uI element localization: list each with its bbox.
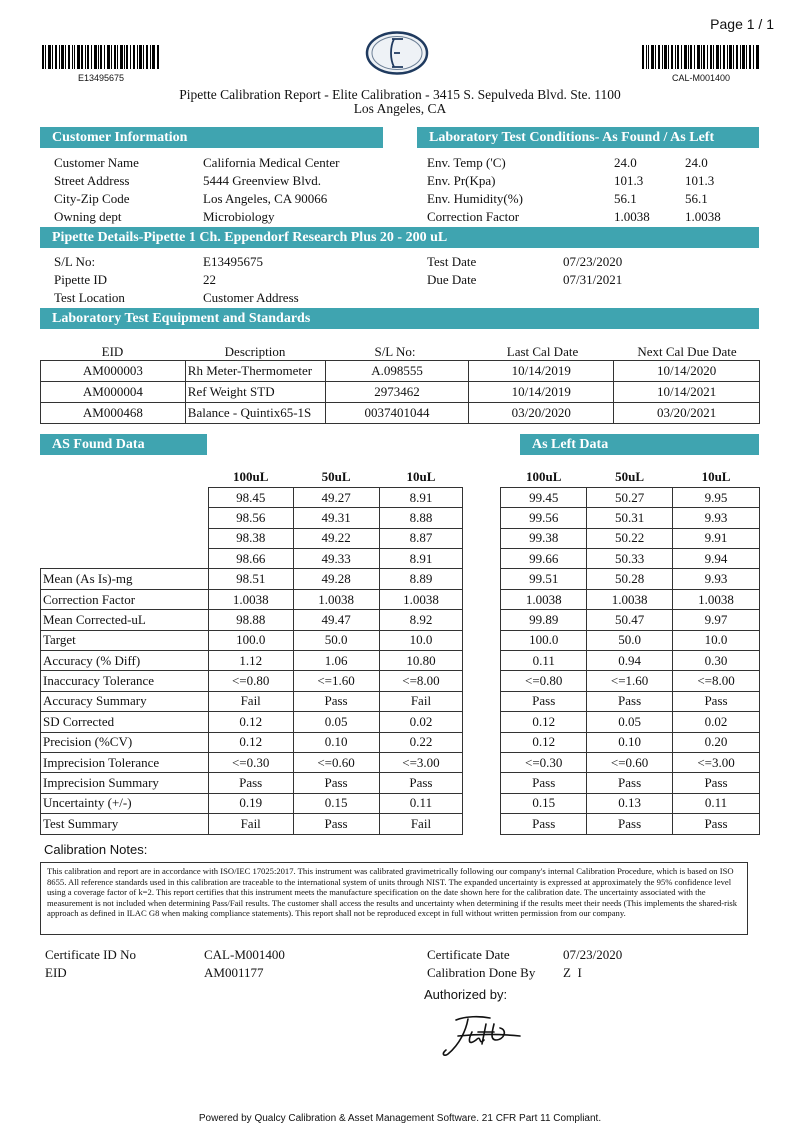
barcode-left xyxy=(42,45,160,83)
table-row xyxy=(41,403,760,424)
as-left-value: 1.0038 xyxy=(673,589,760,609)
cert-id-label: Certificate ID No xyxy=(45,947,136,962)
as-left-value: Pass xyxy=(673,691,760,711)
summary-row xyxy=(41,671,760,691)
as-left-value: <=0.60 xyxy=(587,752,673,772)
table-row xyxy=(41,382,760,403)
as-left-value: 99.51 xyxy=(501,569,587,589)
test-location-label: Test Location xyxy=(54,290,125,305)
as-left-reading: 99.66 xyxy=(501,549,587,569)
equipment-band xyxy=(40,308,759,329)
reading-row xyxy=(41,508,760,528)
as-left-reading: 9.94 xyxy=(673,549,760,569)
gap-cell xyxy=(463,814,501,834)
lab-conditions-band xyxy=(417,127,759,148)
as-found-reading: 8.91 xyxy=(379,487,463,507)
as-left-value: 0.11 xyxy=(501,651,587,671)
as-found-value: Pass xyxy=(379,773,463,793)
due-date-value: 07/31/2021 xyxy=(563,272,623,287)
as-left-title: As Left Data xyxy=(532,436,609,452)
summary-row-label: Mean (As Is)-mg xyxy=(41,569,209,589)
barcode-left-text: E13495675 xyxy=(77,73,125,83)
as-found-value: 0.19 xyxy=(208,793,293,813)
as-left-value: <=0.80 xyxy=(501,671,587,691)
table-row xyxy=(41,361,760,382)
as-found-title: AS Found Data xyxy=(52,436,145,452)
as-found-value: 0.05 xyxy=(293,712,379,732)
summary-row xyxy=(41,691,760,711)
gap-cell xyxy=(463,528,501,548)
eid-value: AM001177 xyxy=(204,965,264,980)
as-left-value: Pass xyxy=(501,691,587,711)
as-found-value: <=1.60 xyxy=(293,671,379,691)
equip-next-cal: 10/14/2020 xyxy=(614,361,760,382)
gap-cell xyxy=(463,630,501,650)
as-found-value: Pass xyxy=(293,814,379,834)
as-found-reading: 49.31 xyxy=(293,508,379,528)
summary-row xyxy=(41,712,760,732)
test-location-value: Customer Address xyxy=(203,290,299,305)
as-found-value: 100.0 xyxy=(208,630,293,650)
summary-row xyxy=(41,610,760,630)
serial-no-value: E13495675 xyxy=(203,254,263,269)
env-pressure-left: 101.3 xyxy=(685,173,715,188)
customer-name-value: California Medical Center xyxy=(203,155,340,170)
gap-cell xyxy=(463,487,501,507)
as-left-value: 0.20 xyxy=(673,732,760,752)
blank-cell xyxy=(41,508,209,528)
summary-row xyxy=(41,630,760,650)
gap-cell xyxy=(463,752,501,772)
equip-description: Ref Weight STD xyxy=(185,382,325,403)
as-left-value: <=8.00 xyxy=(673,671,760,691)
as-found-value: Fail xyxy=(208,691,293,711)
summary-row-label: Precision (%CV) xyxy=(41,732,209,752)
as-left-value: 0.12 xyxy=(501,732,587,752)
summary-row-label: SD Corrected xyxy=(41,712,209,732)
as-found-reading: 98.56 xyxy=(208,508,293,528)
as-found-value: 0.11 xyxy=(379,793,463,813)
customer-name-label: Customer Name xyxy=(54,155,139,170)
due-date-label: Due Date xyxy=(427,272,477,287)
as-found-value: 1.0038 xyxy=(208,589,293,609)
equip-serial: A.098555 xyxy=(325,361,469,382)
pipette-details-band xyxy=(40,227,759,248)
barcode-right-text: CAL-M001400 xyxy=(671,73,731,83)
summary-row xyxy=(41,569,760,589)
gap-cell xyxy=(463,732,501,752)
as-left-reading: 99.45 xyxy=(501,487,587,507)
as-found-value: 8.92 xyxy=(379,610,463,630)
summary-row xyxy=(41,793,760,813)
as-found-value: 50.0 xyxy=(293,630,379,650)
barcode-right xyxy=(642,45,760,83)
as-left-value: <=0.30 xyxy=(501,752,587,772)
as-left-value: 0.13 xyxy=(587,793,673,813)
cert-date-value: 07/23/2020 xyxy=(563,947,623,962)
as-left-value: 50.0 xyxy=(587,630,673,650)
summary-row xyxy=(41,651,760,671)
as-found-value: 49.28 xyxy=(293,569,379,589)
as-left-reading: 9.91 xyxy=(673,528,760,548)
as-left-value: 50.28 xyxy=(587,569,673,589)
equip-eid: AM000468 xyxy=(41,403,186,424)
gap-cell xyxy=(463,651,501,671)
gap-cell xyxy=(463,712,501,732)
as-found-value: 49.47 xyxy=(293,610,379,630)
as-found-col-header: 100uL xyxy=(232,468,269,484)
pipette-details-title: Pipette Details-Pipette 1 Ch. Eppendorf Research Plus 20 - 200 uL xyxy=(52,229,448,245)
as-left-value: 1.0038 xyxy=(501,589,587,609)
gap-cell xyxy=(463,773,501,793)
as-found-reading: 8.88 xyxy=(379,508,463,528)
as-found-value: <=3.00 xyxy=(379,752,463,772)
test-date-label: Test Date xyxy=(427,254,477,269)
as-left-value: Pass xyxy=(673,773,760,793)
gap-cell xyxy=(463,508,501,528)
as-left-value: 1.0038 xyxy=(587,589,673,609)
correction-factor-left: 1.0038 xyxy=(685,209,721,224)
gap-cell xyxy=(463,589,501,609)
summary-row xyxy=(41,814,760,834)
as-found-value: <=0.80 xyxy=(208,671,293,691)
as-found-value: Pass xyxy=(293,773,379,793)
as-left-col-header: 10uL xyxy=(701,468,731,484)
as-found-value: 8.89 xyxy=(379,569,463,589)
as-found-value: 0.22 xyxy=(379,732,463,752)
as-left-value: 0.15 xyxy=(501,793,587,813)
gap-cell xyxy=(463,610,501,630)
as-left-value: Pass xyxy=(501,814,587,834)
as-found-value: 0.15 xyxy=(293,793,379,813)
equip-last-cal: 10/14/2019 xyxy=(469,361,614,382)
report-title-line2: Los Angeles, CA xyxy=(353,101,447,116)
summary-row xyxy=(41,752,760,772)
equip-last-cal: 03/20/2020 xyxy=(469,403,614,424)
summary-row-label: Target xyxy=(41,630,209,650)
env-temp-label: Env. Temp ('C) xyxy=(427,155,506,170)
as-found-value: 10.80 xyxy=(379,651,463,671)
summary-row-label: Inaccuracy Tolerance xyxy=(41,671,209,691)
street-address-label: Street Address xyxy=(54,173,130,188)
equip-header-serial: S/L No: xyxy=(374,344,416,359)
as-left-band xyxy=(520,434,759,455)
equip-header-eid: EID xyxy=(101,344,124,359)
as-found-value: 98.51 xyxy=(208,569,293,589)
signature-image xyxy=(438,1010,526,1060)
blank-cell xyxy=(41,528,209,548)
summary-row-label: Accuracy (% Diff) xyxy=(41,651,209,671)
as-found-value: 1.06 xyxy=(293,651,379,671)
as-found-reading: 49.33 xyxy=(293,549,379,569)
gap-cell xyxy=(463,671,501,691)
as-found-reading: 8.91 xyxy=(379,549,463,569)
as-found-value: 0.12 xyxy=(208,732,293,752)
as-found-reading: 98.38 xyxy=(208,528,293,548)
table-header-row xyxy=(41,467,760,487)
gap-cell xyxy=(463,549,501,569)
as-found-value: 10.0 xyxy=(379,630,463,650)
summary-row-label: Imprecision Summary xyxy=(41,773,209,793)
calibration-notes-text: This calibration and report are in accordance with ISO/IEC 17025:2017. This instrument was calibrated gravimetrically following our company's internal Calibration Procedure, which is based on ISO 8655. All reference standards used in this calibration are traceable to the international system of units through NIST. The expanded uncertainty is expressed at approximately the 95% confidence level using a coverage factor of k=2. This report certifies that this instrument meets the manufacture specification on the date shown here for the calibration date. The uncertainty associated with the measurement is not included when determining Pass/Fail results. The customer shall access the results and uncertainty when determining if the results meet their needs (This implements the shared-risk approach as defined in ILAC G8 when making compliance statements). This report shall not be reproduced except in full without written permission from our company. xyxy=(47,866,738,919)
summary-row-label: Accuracy Summary xyxy=(41,691,209,711)
as-found-value: <=8.00 xyxy=(379,671,463,691)
calibration-data-table xyxy=(40,467,760,835)
equip-eid: AM000004 xyxy=(41,382,186,403)
as-left-value: 50.47 xyxy=(587,610,673,630)
equip-last-cal: 10/14/2019 xyxy=(469,382,614,403)
as-left-value: Pass xyxy=(587,691,673,711)
equip-serial: 0037401044 xyxy=(325,403,469,424)
as-left-value: Pass xyxy=(587,773,673,793)
equip-header-last-cal: Last Cal Date xyxy=(506,344,579,359)
report-title-line1: Pipette Calibration Report - Elite Calibration - 3415 S. Sepulveda Blvd. Ste. 1100 xyxy=(179,87,621,102)
equipment-table xyxy=(40,360,760,424)
as-found-reading: 98.66 xyxy=(208,549,293,569)
summary-row-label: Mean Corrected-uL xyxy=(41,610,209,630)
as-found-value: Fail xyxy=(379,691,463,711)
equip-eid: AM000003 xyxy=(41,361,186,382)
as-left-col-header: 100uL xyxy=(526,468,562,484)
city-zip-value: Los Angeles, CA 90066 xyxy=(203,191,328,206)
as-left-value: 10.0 xyxy=(673,630,760,650)
as-found-value: 0.02 xyxy=(379,712,463,732)
env-pressure-found: 101.3 xyxy=(614,173,644,188)
as-found-value: 0.10 xyxy=(293,732,379,752)
reading-row xyxy=(41,487,760,507)
reading-row xyxy=(41,549,760,569)
cert-id-value: CAL-M001400 xyxy=(204,947,285,962)
as-left-value: 9.97 xyxy=(673,610,760,630)
env-temp-found: 24.0 xyxy=(614,155,637,170)
as-left-value: <=1.60 xyxy=(587,671,673,691)
footer-text: Powered by Qualcy Calibration & Asset Management Software. 21 CFR Part 11 Compliant. xyxy=(198,1113,602,1124)
authorized-by-label: Authorized by: xyxy=(424,987,508,1002)
pipette-id-value: 22 xyxy=(203,272,216,287)
as-found-col-header: 50uL xyxy=(321,468,351,484)
as-found-reading: 49.22 xyxy=(293,528,379,548)
serial-no-label: S/L No: xyxy=(54,254,96,269)
as-left-value: 0.05 xyxy=(587,712,673,732)
summary-row-label: Correction Factor xyxy=(41,589,209,609)
as-left-value: 9.93 xyxy=(673,569,760,589)
as-left-value: 0.11 xyxy=(673,793,760,813)
as-left-reading: 9.95 xyxy=(673,487,760,507)
as-found-value: 0.12 xyxy=(208,712,293,732)
gap-cell xyxy=(463,569,501,589)
equip-header-description: Description xyxy=(224,344,286,359)
summary-row xyxy=(41,773,760,793)
as-found-value: <=0.60 xyxy=(293,752,379,772)
done-by-label: Calibration Done By xyxy=(427,965,536,980)
summary-row-label: Test Summary xyxy=(41,814,209,834)
env-pressure-label: Env. Pr(Kpa) xyxy=(427,173,496,188)
cert-date-label: Certificate Date xyxy=(427,947,510,962)
owning-dept-label: Owning dept xyxy=(54,209,122,224)
gap-cell xyxy=(463,691,501,711)
as-found-value: Pass xyxy=(293,691,379,711)
env-humidity-left: 56.1 xyxy=(685,191,708,206)
as-found-value: Fail xyxy=(379,814,463,834)
as-found-reading: 98.45 xyxy=(208,487,293,507)
eid-label: EID xyxy=(45,965,67,980)
as-found-value: <=0.30 xyxy=(208,752,293,772)
equip-next-cal: 03/20/2021 xyxy=(614,403,760,424)
page-number: Page 1 / 1 xyxy=(710,16,774,32)
summary-row-label: Uncertainty (+/-) xyxy=(41,793,209,813)
as-found-value: Pass xyxy=(208,773,293,793)
equip-next-cal: 10/14/2021 xyxy=(614,382,760,403)
equip-description: Balance - Quintix65-1S xyxy=(185,403,325,424)
blank-cell xyxy=(41,549,209,569)
calibration-notes-box xyxy=(40,862,748,935)
equip-serial: 2973462 xyxy=(325,382,469,403)
env-temp-left: 24.0 xyxy=(685,155,708,170)
as-left-reading: 9.93 xyxy=(673,508,760,528)
as-left-reading: 50.27 xyxy=(587,487,673,507)
blank-cell xyxy=(463,467,501,487)
as-left-reading: 50.33 xyxy=(587,549,673,569)
as-left-value: 0.02 xyxy=(673,712,760,732)
gap-cell xyxy=(463,793,501,813)
as-found-value: 98.88 xyxy=(208,610,293,630)
as-left-value: 0.12 xyxy=(501,712,587,732)
as-left-value: <=3.00 xyxy=(673,752,760,772)
as-left-value: 0.94 xyxy=(587,651,673,671)
customer-info-title: Customer Information xyxy=(52,129,188,145)
equipment-title: Laboratory Test Equipment and Standards xyxy=(52,310,311,326)
equip-header-next-cal: Next Cal Due Date xyxy=(637,344,737,359)
summary-row xyxy=(41,589,760,609)
as-left-value: 0.30 xyxy=(673,651,760,671)
owning-dept-value: Microbiology xyxy=(203,209,275,224)
correction-factor-label: Correction Factor xyxy=(427,209,520,224)
street-address-value: 5444 Greenview Blvd. xyxy=(203,173,322,188)
summary-row-label: Imprecision Tolerance xyxy=(41,752,209,772)
calibration-notes-title: Calibration Notes: xyxy=(44,842,148,857)
as-left-value: 99.89 xyxy=(501,610,587,630)
as-left-col-header: 50uL xyxy=(615,468,645,484)
as-left-reading: 99.56 xyxy=(501,508,587,528)
as-found-value: Fail xyxy=(208,814,293,834)
as-left-reading: 99.38 xyxy=(501,528,587,548)
customer-info-band xyxy=(40,127,383,148)
as-found-reading: 8.87 xyxy=(379,528,463,548)
as-left-value: 100.0 xyxy=(501,630,587,650)
env-humidity-found: 56.1 xyxy=(614,191,637,206)
as-found-reading: 49.27 xyxy=(293,487,379,507)
as-found-value: 1.0038 xyxy=(293,589,379,609)
as-left-value: 0.10 xyxy=(587,732,673,752)
as-found-value: 1.0038 xyxy=(379,589,463,609)
barcode-left-bars xyxy=(42,45,160,69)
blank-cell xyxy=(41,467,209,487)
as-left-value: Pass xyxy=(501,773,587,793)
as-left-value: Pass xyxy=(673,814,760,834)
barcode-right-bars xyxy=(642,45,760,69)
as-found-band xyxy=(40,434,207,455)
lab-conditions-title: Laboratory Test Conditions- As Found / As Left xyxy=(429,129,715,145)
as-left-reading: 50.22 xyxy=(587,528,673,548)
as-found-value: 1.12 xyxy=(208,651,293,671)
summary-row xyxy=(41,732,760,752)
as-left-reading: 50.31 xyxy=(587,508,673,528)
as-found-col-header: 10uL xyxy=(406,468,436,484)
correction-factor-found: 1.0038 xyxy=(614,209,650,224)
company-logo xyxy=(365,31,429,75)
as-left-value: Pass xyxy=(587,814,673,834)
blank-cell xyxy=(41,487,209,507)
test-date-value: 07/23/2020 xyxy=(563,254,623,269)
env-humidity-label: Env. Humidity(%) xyxy=(427,191,523,206)
done-by-value: Z I xyxy=(563,965,582,980)
reading-row xyxy=(41,528,760,548)
equip-description: Rh Meter-Thermometer xyxy=(185,361,325,382)
city-zip-label: City-Zip Code xyxy=(54,191,130,206)
pipette-id-label: Pipette ID xyxy=(54,272,108,287)
